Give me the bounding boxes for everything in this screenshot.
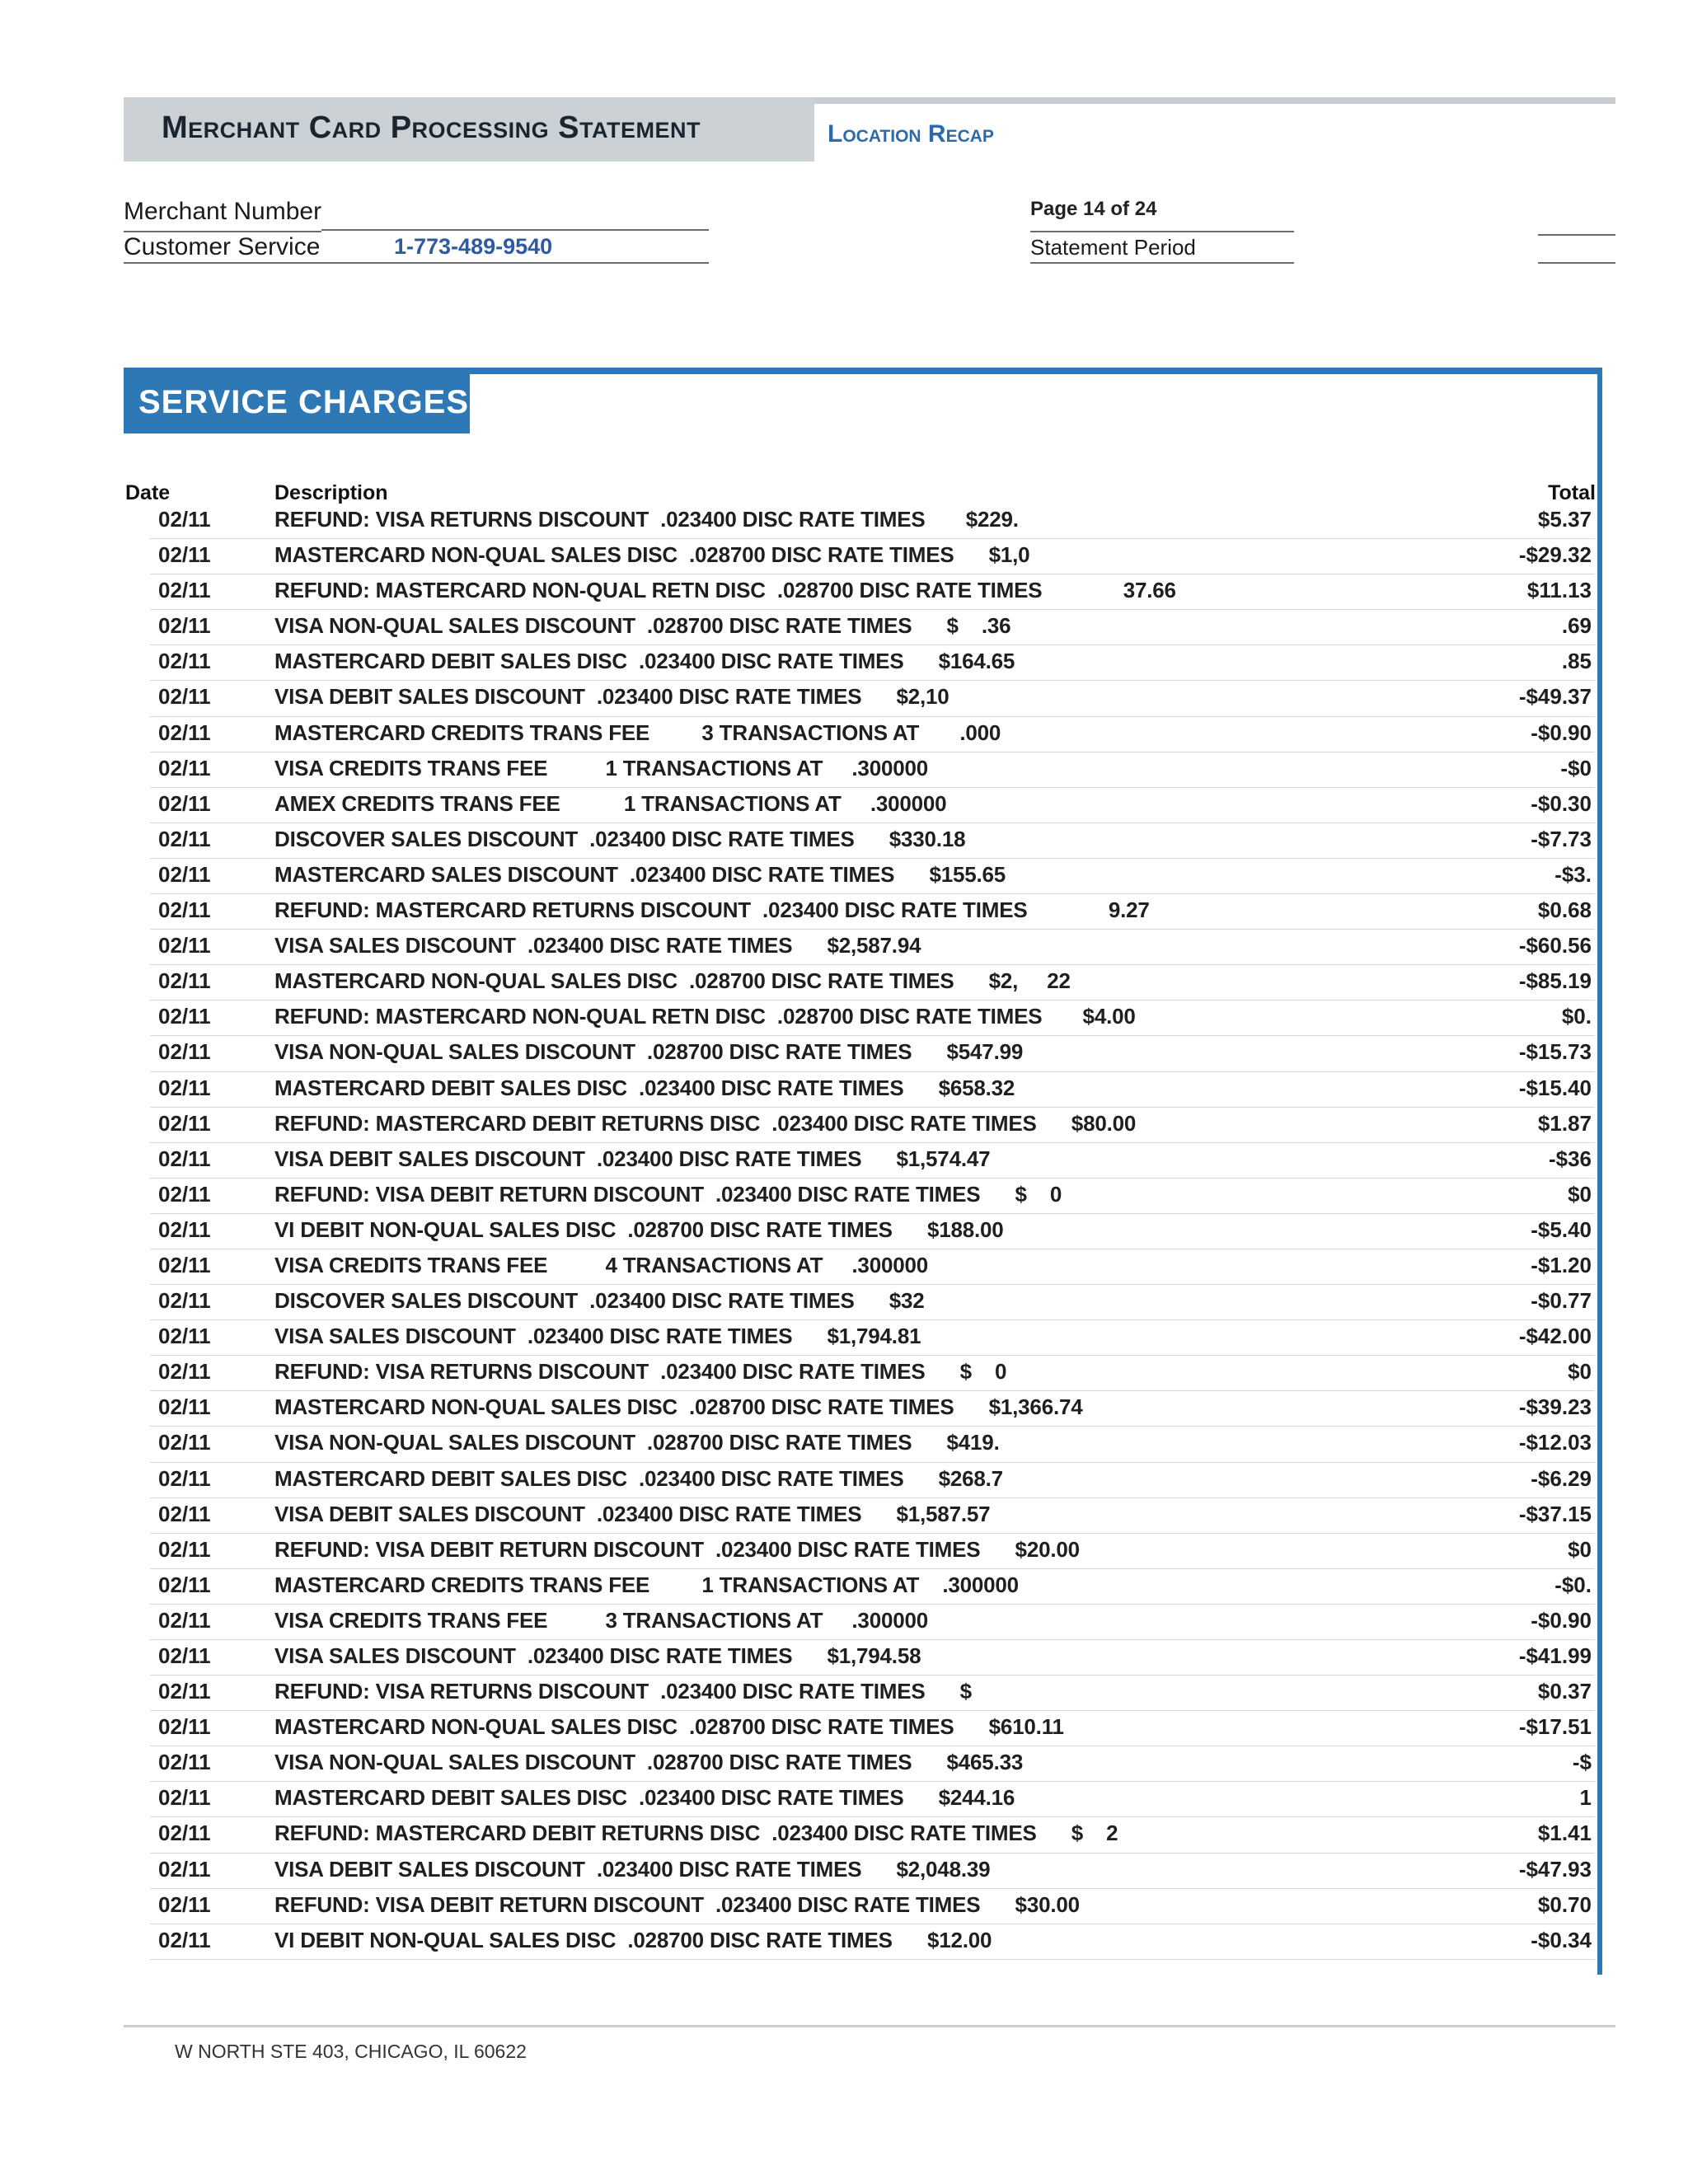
row-description: REFUND: VISA RETURNS DISCOUNT .023400 DISC RATE TIMES $	[274, 1679, 972, 1704]
table-row	[124, 1285, 1595, 1320]
row-total: $0	[1568, 1181, 1592, 1207]
row-description: MASTERCARD NON-QUAL SALES DISC .028700 DISC RATE TIMES $610.11	[274, 1714, 1064, 1740]
row-total: $5.37	[1537, 507, 1592, 532]
row-description: VI DEBIT NON-QUAL SALES DISC .028700 DISC RATE TIMES $12.00	[274, 1927, 992, 1952]
row-total: -$36	[1548, 1146, 1592, 1171]
row-date: 02/11	[158, 684, 211, 710]
row-total: $11.13	[1526, 578, 1592, 603]
row-total: -$47.93	[1518, 1856, 1592, 1882]
row-date: 02/11	[158, 1075, 211, 1100]
table-row	[124, 1534, 1595, 1569]
table-row	[124, 681, 1595, 716]
row-total: .69	[1561, 613, 1592, 639]
row-description: MASTERCARD DEBIT SALES DISC .023400 DISC RATE TIMES $164.65	[274, 649, 1015, 674]
row-description: VISA DEBIT SALES DISCOUNT .023400 DISC RATE TIMES $1,574.47	[274, 1146, 991, 1171]
row-description: MASTERCARD CREDITS TRANS FEE 1 TRANSACTIONS AT .300000	[274, 1572, 1019, 1597]
row-total: -$29.32	[1518, 542, 1592, 568]
row-description: MASTERCARD SALES DISCOUNT .023400 DISC RATE TIMES $155.65	[274, 861, 1006, 887]
row-date: 02/11	[158, 1679, 211, 1704]
row-date: 02/11	[158, 1252, 211, 1277]
row-total: -$85.19	[1518, 968, 1592, 994]
row-description: VISA CREDITS TRANS FEE 4 TRANSACTIONS AT .300000	[274, 1252, 928, 1277]
row-description: MASTERCARD DEBIT SALES DISC .023400 DISC RATE TIMES $268.7	[274, 1465, 1003, 1491]
footer-rule	[124, 2025, 1615, 2027]
table-row	[124, 1711, 1595, 1746]
section-tab	[124, 368, 470, 434]
table-row	[124, 1924, 1595, 1960]
customer-service-label: Customer Service	[124, 233, 321, 260]
row-description: VISA NON-QUAL SALES DISCOUNT .028700 DISC RATE TIMES $465.33	[274, 1750, 1024, 1775]
row-total: -$39.23	[1518, 1394, 1592, 1420]
row-total: -$41.99	[1518, 1643, 1592, 1668]
row-total: -$15.40	[1518, 1075, 1592, 1100]
row-date: 02/11	[158, 826, 211, 851]
row-description: MASTERCARD DEBIT SALES DISC .023400 DISC RATE TIMES $658.32	[274, 1075, 1015, 1100]
row-total: -$0	[1560, 755, 1592, 780]
row-description: REFUND: VISA DEBIT RETURN DISCOUNT .023400 DISC RATE TIMES $ 0	[274, 1181, 1062, 1207]
row-total: -$15.73	[1518, 1039, 1592, 1065]
row-total: -$0.	[1554, 1572, 1592, 1597]
row-description: VISA NON-QUAL SALES DISCOUNT .028700 DISC RATE TIMES $419.	[274, 1430, 1000, 1455]
row-date: 02/11	[158, 1714, 211, 1740]
row-date: 02/11	[158, 1891, 211, 1917]
row-date: 02/11	[158, 1430, 211, 1455]
table-row	[124, 1143, 1595, 1179]
row-date: 02/11	[158, 1643, 211, 1668]
table-row	[124, 1356, 1595, 1391]
row-total: -$37.15	[1518, 1501, 1592, 1526]
row-total: $0	[1568, 1536, 1592, 1562]
column-header-description: Description	[274, 481, 388, 504]
row-total: -$3.	[1554, 861, 1592, 887]
table-row	[124, 1498, 1595, 1534]
row-date: 02/11	[158, 1181, 211, 1207]
row-description: VISA SALES DISCOUNT .023400 DISC RATE TIMES $2,587.94	[274, 933, 921, 958]
row-total: $0.37	[1537, 1679, 1592, 1704]
row-date: 02/11	[158, 649, 211, 674]
row-date: 02/11	[158, 1785, 211, 1811]
row-description: REFUND: MASTERCARD DEBIT RETURNS DISC .023400 DISC RATE TIMES $80.00	[274, 1110, 1137, 1136]
service-charges-table	[124, 504, 1595, 1960]
row-total: -$0.90	[1531, 1607, 1592, 1633]
row-date: 02/11	[158, 1394, 211, 1420]
row-date: 02/11	[158, 1465, 211, 1491]
row-date: 02/11	[158, 1004, 211, 1029]
row-date: 02/11	[158, 578, 211, 603]
row-date: 02/11	[158, 968, 211, 994]
table-row	[124, 1817, 1595, 1853]
page-number: Page 14 of 24	[1030, 198, 1157, 220]
row-total: -$	[1572, 1750, 1592, 1775]
row-total: -$42.00	[1518, 1324, 1592, 1349]
row-date: 02/11	[158, 1110, 211, 1136]
row-date: 02/11	[158, 1146, 211, 1171]
row-description: REFUND: VISA DEBIT RETURN DISCOUNT .023400 DISC RATE TIMES $20.00	[274, 1536, 1080, 1562]
table-row	[124, 1214, 1595, 1249]
row-description: AMEX CREDITS TRANS FEE 1 TRANSACTIONS AT .300000	[274, 790, 947, 816]
row-date: 02/11	[158, 933, 211, 958]
row-description: REFUND: VISA RETURNS DISCOUNT .023400 DISC RATE TIMES $229.	[274, 507, 1019, 532]
section-title: SERVICE CHARGES	[138, 384, 470, 420]
table-row	[124, 930, 1595, 965]
customer-service-underline	[124, 262, 709, 264]
row-date: 02/11	[158, 1216, 211, 1242]
row-date: 02/11	[158, 1536, 211, 1562]
customer-service-phone: 1-773-489-9540	[394, 234, 553, 259]
row-date: 02/11	[158, 1288, 211, 1314]
table-row	[124, 823, 1595, 859]
row-total: -$0.34	[1531, 1927, 1592, 1952]
row-description: VISA DEBIT SALES DISCOUNT .023400 DISC RATE TIMES $2,048.39	[274, 1856, 991, 1882]
row-description: VISA SALES DISCOUNT .023400 DISC RATE TIMES $1,794.58	[274, 1643, 921, 1668]
row-date: 02/11	[158, 898, 211, 923]
header-title-box	[124, 97, 814, 162]
table-row	[124, 574, 1595, 610]
table-row	[124, 1640, 1595, 1675]
row-description: VISA DEBIT SALES DISCOUNT .023400 DISC RATE TIMES $1,587.57	[274, 1501, 991, 1526]
row-total: $1.41	[1537, 1821, 1592, 1846]
table-row	[124, 965, 1595, 1001]
row-description: MASTERCARD DEBIT SALES DISC .023400 DISC RATE TIMES $244.16	[274, 1785, 1015, 1811]
row-total: -$0.90	[1531, 719, 1592, 745]
row-date: 02/11	[158, 613, 211, 639]
table-row	[124, 1605, 1595, 1640]
row-total: -$0.77	[1531, 1288, 1592, 1314]
row-total: $0	[1568, 1359, 1592, 1385]
row-description: REFUND: MASTERCARD RETURNS DISCOUNT .023400 DISC RATE TIMES 9.27	[274, 898, 1150, 923]
row-description: REFUND: VISA RETURNS DISCOUNT .023400 DISC RATE TIMES $ 0	[274, 1359, 1007, 1385]
row-description: MASTERCARD CREDITS TRANS FEE 3 TRANSACTIONS AT .000	[274, 719, 1001, 745]
row-total: .85	[1561, 649, 1592, 674]
table-row	[124, 645, 1595, 681]
table-row	[124, 752, 1595, 788]
table-row	[124, 610, 1595, 645]
statement-subtitle: Location Recap	[828, 120, 994, 148]
row-date: 02/11	[158, 1607, 211, 1633]
row-date: 02/11	[158, 1324, 211, 1349]
row-description: MASTERCARD NON-QUAL SALES DISC .028700 DISC RATE TIMES $2, 22	[274, 968, 1071, 994]
table-row	[124, 717, 1595, 752]
table-row	[124, 1427, 1595, 1462]
table-row	[124, 894, 1595, 930]
row-date: 02/11	[158, 1927, 211, 1952]
statement-header	[124, 97, 1615, 162]
table-row	[124, 1854, 1595, 1889]
row-total: -$17.51	[1518, 1714, 1592, 1740]
table-row	[124, 1001, 1595, 1036]
row-total: -$49.37	[1518, 684, 1592, 710]
row-description: DISCOVER SALES DISCOUNT .023400 DISC RATE TIMES $32	[274, 1288, 925, 1314]
row-total: 1	[1579, 1785, 1592, 1811]
row-description: VISA NON-QUAL SALES DISCOUNT .028700 DISC RATE TIMES $ .36	[274, 613, 1011, 639]
row-date: 02/11	[158, 861, 211, 887]
row-total: $0.68	[1537, 898, 1592, 923]
row-total: $0.	[1561, 1004, 1592, 1029]
statement-period-label: Statement Period	[1030, 235, 1196, 260]
row-total: -$1.20	[1531, 1252, 1592, 1277]
row-total: -$5.40	[1531, 1216, 1592, 1242]
row-date: 02/11	[158, 790, 211, 816]
row-date: 02/11	[158, 1750, 211, 1775]
row-description: DISCOVER SALES DISCOUNT .023400 DISC RATE TIMES $330.18	[274, 826, 966, 851]
row-description: VI DEBIT NON-QUAL SALES DISC .028700 DISC RATE TIMES $188.00	[274, 1216, 1004, 1242]
table-row	[124, 504, 1595, 539]
table-row	[124, 1889, 1595, 1924]
statement-period-value-line-2	[1538, 262, 1615, 264]
row-total: $1.87	[1537, 1110, 1592, 1136]
row-date: 02/11	[158, 719, 211, 745]
row-description: MASTERCARD NON-QUAL SALES DISC .028700 DISC RATE TIMES $1,366.74	[274, 1394, 1083, 1420]
column-header-date: Date	[125, 481, 171, 504]
row-description: VISA CREDITS TRANS FEE 3 TRANSACTIONS AT .300000	[274, 1607, 928, 1633]
row-total: -$7.73	[1531, 826, 1592, 851]
row-description: REFUND: MASTERCARD NON-QUAL RETN DISC .028700 DISC RATE TIMES 37.66	[274, 578, 1176, 603]
row-description: MASTERCARD NON-QUAL SALES DISC .028700 DISC RATE TIMES $1,0	[274, 542, 1030, 568]
row-total: -$60.56	[1518, 933, 1592, 958]
row-description: VISA DEBIT SALES DISCOUNT .023400 DISC RATE TIMES $2,10	[274, 684, 950, 710]
table-row	[124, 1036, 1595, 1071]
table-row	[124, 1072, 1595, 1108]
merchant-number-line	[321, 229, 709, 231]
column-header-total: Total	[1548, 481, 1596, 504]
table-row	[124, 1179, 1595, 1214]
table-row	[124, 1108, 1595, 1143]
row-date: 02/11	[158, 1359, 211, 1385]
row-description: VISA CREDITS TRANS FEE 1 TRANSACTIONS AT .300000	[274, 755, 928, 780]
row-total: -$12.03	[1518, 1430, 1592, 1455]
table-row	[124, 859, 1595, 894]
row-description: REFUND: VISA DEBIT RETURN DISCOUNT .023400 DISC RATE TIMES $30.00	[274, 1891, 1080, 1917]
row-date: 02/11	[158, 1856, 211, 1882]
statement-period-value-line-1	[1538, 234, 1615, 236]
table-row	[124, 1675, 1595, 1711]
section-right-rule	[1597, 368, 1602, 1975]
row-date: 02/11	[158, 1039, 211, 1065]
row-total: -$6.29	[1531, 1465, 1592, 1491]
row-date: 02/11	[158, 1821, 211, 1846]
merchant-number-label: Merchant Number	[124, 198, 322, 225]
table-row	[124, 1320, 1595, 1356]
page-underline	[1030, 231, 1294, 232]
merchant-number-underline	[124, 231, 321, 232]
table-row	[124, 1391, 1595, 1427]
row-description: REFUND: MASTERCARD NON-QUAL RETN DISC .028700 DISC RATE TIMES $4.00	[274, 1004, 1136, 1029]
row-description: VISA SALES DISCOUNT .023400 DISC RATE TIMES $1,794.81	[274, 1324, 921, 1349]
table-row	[124, 1249, 1595, 1285]
row-date: 02/11	[158, 755, 211, 780]
row-date: 02/11	[158, 1501, 211, 1526]
row-description: REFUND: MASTERCARD DEBIT RETURNS DISC .023400 DISC RATE TIMES $ 2	[274, 1821, 1118, 1846]
table-row	[124, 788, 1595, 823]
row-date: 02/11	[158, 1572, 211, 1597]
footer-address: W NORTH STE 403, CHICAGO, IL 60622	[175, 2041, 527, 2062]
row-total: $0.70	[1537, 1891, 1592, 1917]
table-row	[124, 1782, 1595, 1817]
statement-period-underline	[1030, 262, 1294, 264]
table-row	[124, 1569, 1595, 1605]
table-row	[124, 1463, 1595, 1498]
row-date: 02/11	[158, 542, 211, 568]
statement-title: Merchant Card Processing Statement	[162, 110, 701, 145]
row-total: -$0.30	[1531, 790, 1592, 816]
row-description: VISA NON-QUAL SALES DISCOUNT .028700 DISC RATE TIMES $547.99	[274, 1039, 1024, 1065]
table-row	[124, 1746, 1595, 1782]
table-row	[124, 539, 1595, 574]
row-date: 02/11	[158, 507, 211, 532]
